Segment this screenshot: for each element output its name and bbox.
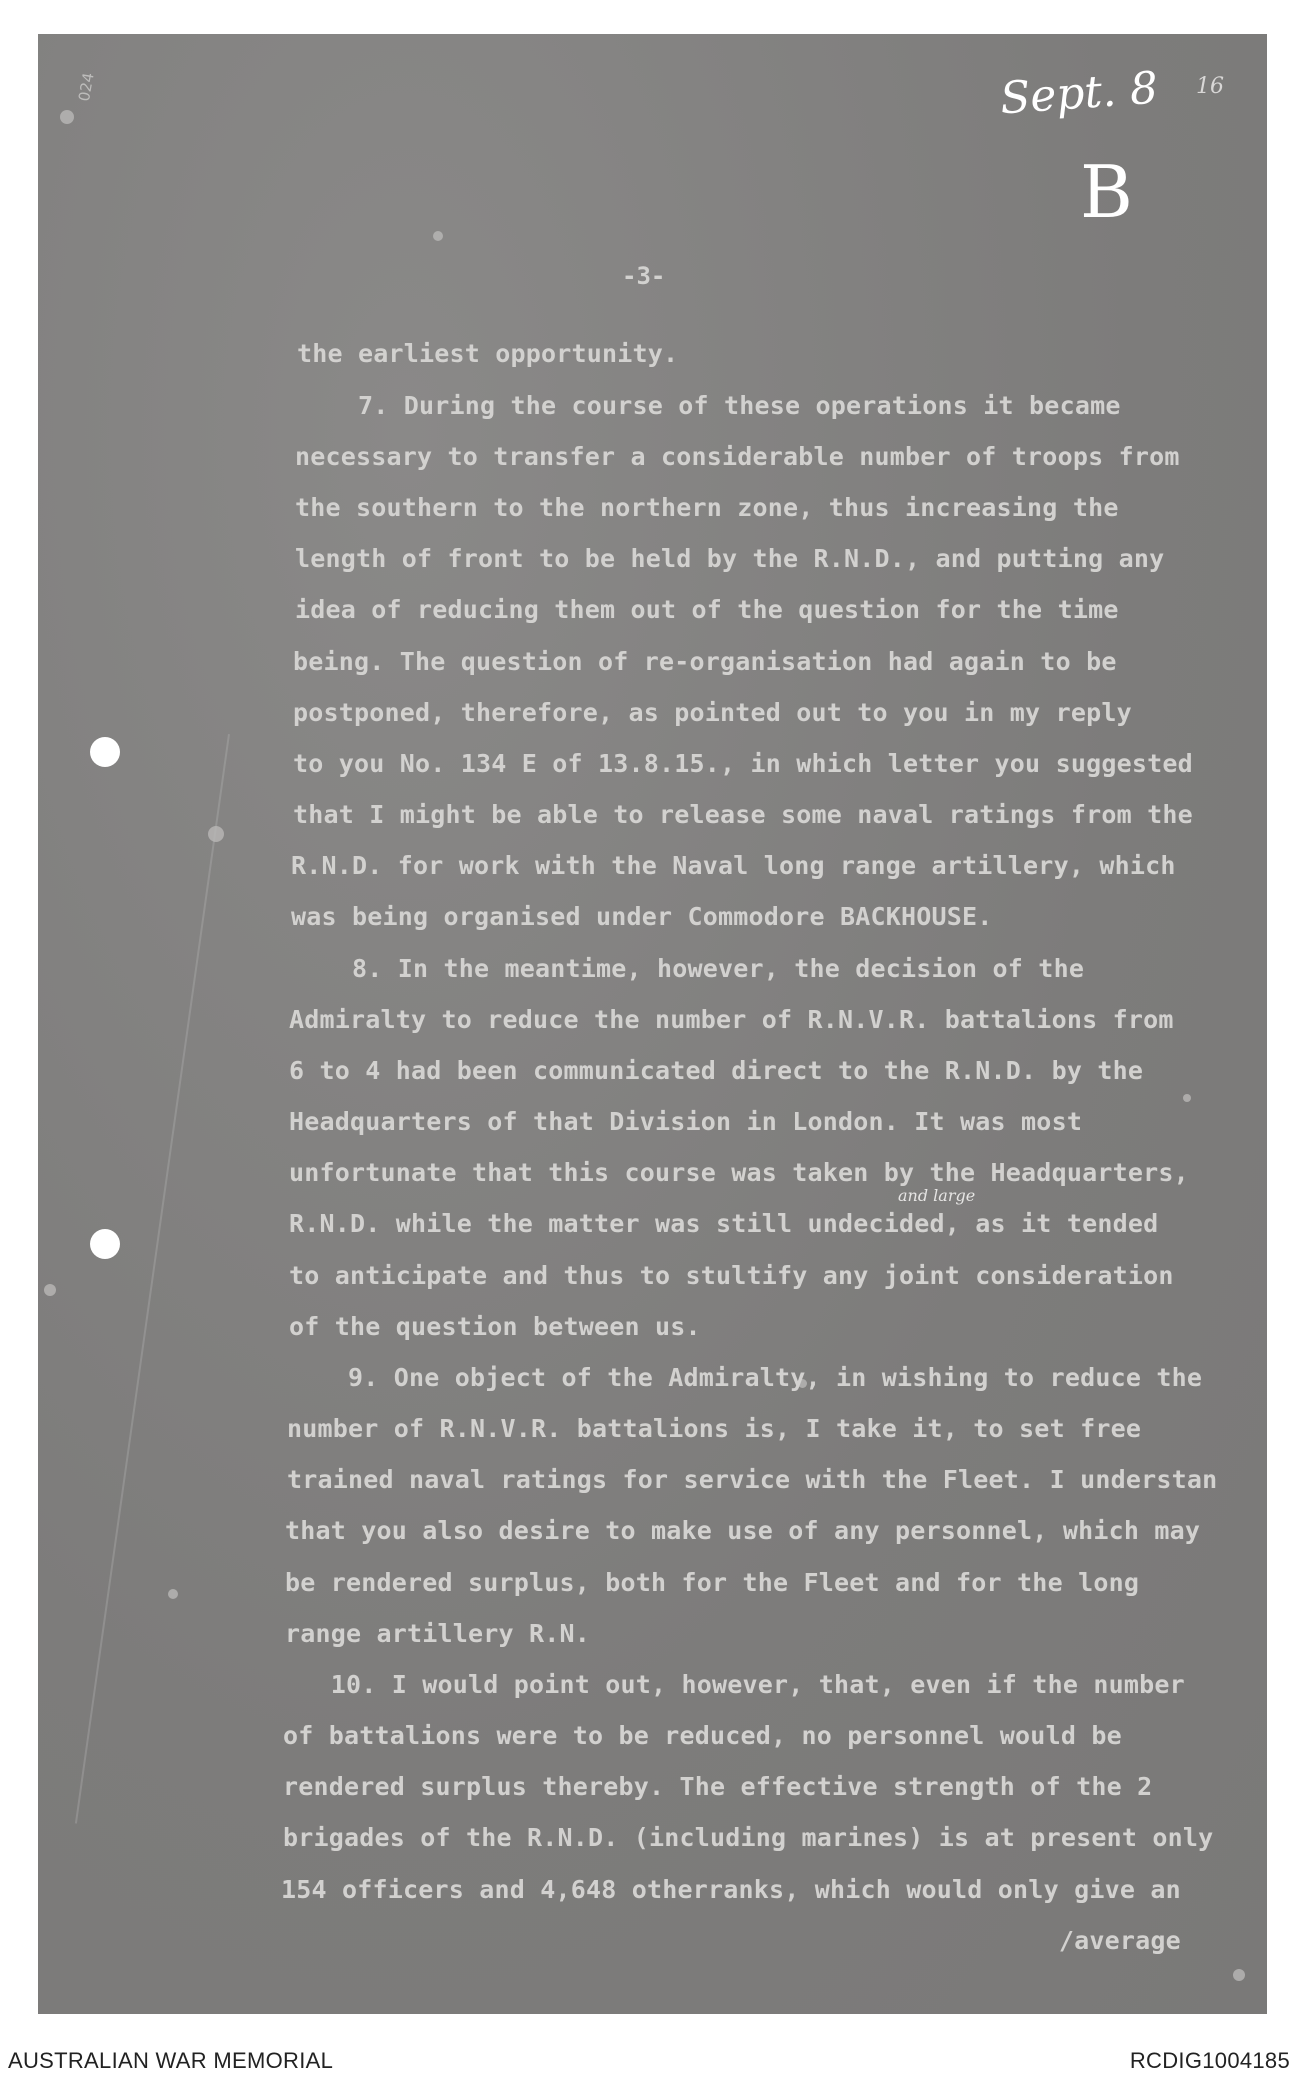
typed-line: unfortunate that this course was taken by the Headquarters, xyxy=(289,1158,1189,1187)
typed-line: the earliest opportunity. xyxy=(297,339,679,368)
typed-line: being. The question of re-organisation had again to be xyxy=(293,647,1117,676)
typed-line: that I might be able to release some naval ratings from the xyxy=(293,800,1193,829)
dust-speck xyxy=(60,110,74,124)
typed-line: R.N.D. while the matter was still undecided, as it tended xyxy=(289,1209,1159,1238)
typed-line: was being organised under Commodore BACKHOUSE. xyxy=(291,902,993,931)
dust-speck xyxy=(433,231,443,241)
typed-line: of the question between us. xyxy=(289,1312,701,1341)
typed-line: 6 to 4 had been communicated direct to the R.N.D. by the xyxy=(289,1056,1144,1085)
typed-line: /average xyxy=(281,1926,1181,1955)
typed-line: trained naval ratings for service with the Fleet. I understan xyxy=(287,1465,1218,1494)
dust-speck xyxy=(44,1284,56,1296)
handwritten-letter: B xyxy=(1080,150,1133,234)
typed-line: idea of reducing them out of the question for the time xyxy=(295,595,1119,624)
fold-crease xyxy=(75,734,230,1824)
dust-speck xyxy=(1233,1969,1245,1981)
typed-line: the southern to the northern zone, thus increasing the xyxy=(295,493,1119,522)
typed-line: 7. During the course of these operations it became xyxy=(297,391,1121,420)
footer-record-id: RCDIG1004185 xyxy=(1129,2048,1290,2073)
typed-line: 8. In the meantime, however, the decision of the xyxy=(291,954,1085,983)
typed-line: 9. One object of the Admiralty, in wishing to reduce the xyxy=(287,1363,1203,1392)
typed-line: length of front to be held by the R.N.D., and putting any xyxy=(295,544,1165,573)
typed-line: of battalions were to be reduced, no personnel would be xyxy=(283,1721,1122,1750)
typed-line: necessary to transfer a considerable number of troops from xyxy=(295,442,1180,471)
dust-speck xyxy=(1183,1094,1191,1102)
handwritten-insertion: and large xyxy=(898,1186,976,1205)
typed-line: brigades of the R.N.D. (including marines) is at present only xyxy=(283,1823,1214,1852)
typed-line: be rendered surplus, both for the Fleet and for the long xyxy=(285,1568,1140,1597)
typed-line: that you also desire to make use of any personnel, which may xyxy=(285,1516,1201,1545)
page-number: -3- xyxy=(622,262,666,290)
typed-line: Admiralty to reduce the number of R.N.V.R. battalions from xyxy=(289,1005,1174,1034)
typed-line: range artillery R.N. xyxy=(285,1619,591,1648)
typed-line: R.N.D. for work with the Naval long range artillery, which xyxy=(291,851,1176,880)
typed-line: to anticipate and thus to stultify any joint consideration xyxy=(289,1261,1174,1290)
punch-hole xyxy=(90,1229,120,1259)
punch-hole xyxy=(90,737,120,767)
footer-institution: AUSTRALIAN WAR MEMORIAL xyxy=(8,2048,334,2073)
dust-speck xyxy=(208,826,224,842)
typed-line: 10. I would point out, however, that, even if the number xyxy=(285,1670,1185,1699)
typed-line: rendered surplus thereby. The effective strength of the 2 xyxy=(283,1772,1153,1801)
handwritten-year: 16 xyxy=(1196,74,1224,99)
handwritten-date: Sept. 8 xyxy=(998,62,1160,125)
typed-line: number of R.N.V.R. battalions is, I take it, to set free xyxy=(287,1414,1142,1443)
dust-speck xyxy=(168,1589,178,1599)
archive-folio-number: 024 xyxy=(74,71,98,103)
typed-line: to you No. 134 E of 13.8.15., in which letter you suggested xyxy=(293,749,1193,778)
typed-line: Headquarters of that Division in London. It was most xyxy=(289,1107,1083,1136)
typed-line: 154 officers and 4,648 otherranks, which would only give an xyxy=(281,1875,1181,1904)
typed-line: postponed, therefore, as pointed out to you in my reply xyxy=(293,698,1132,727)
